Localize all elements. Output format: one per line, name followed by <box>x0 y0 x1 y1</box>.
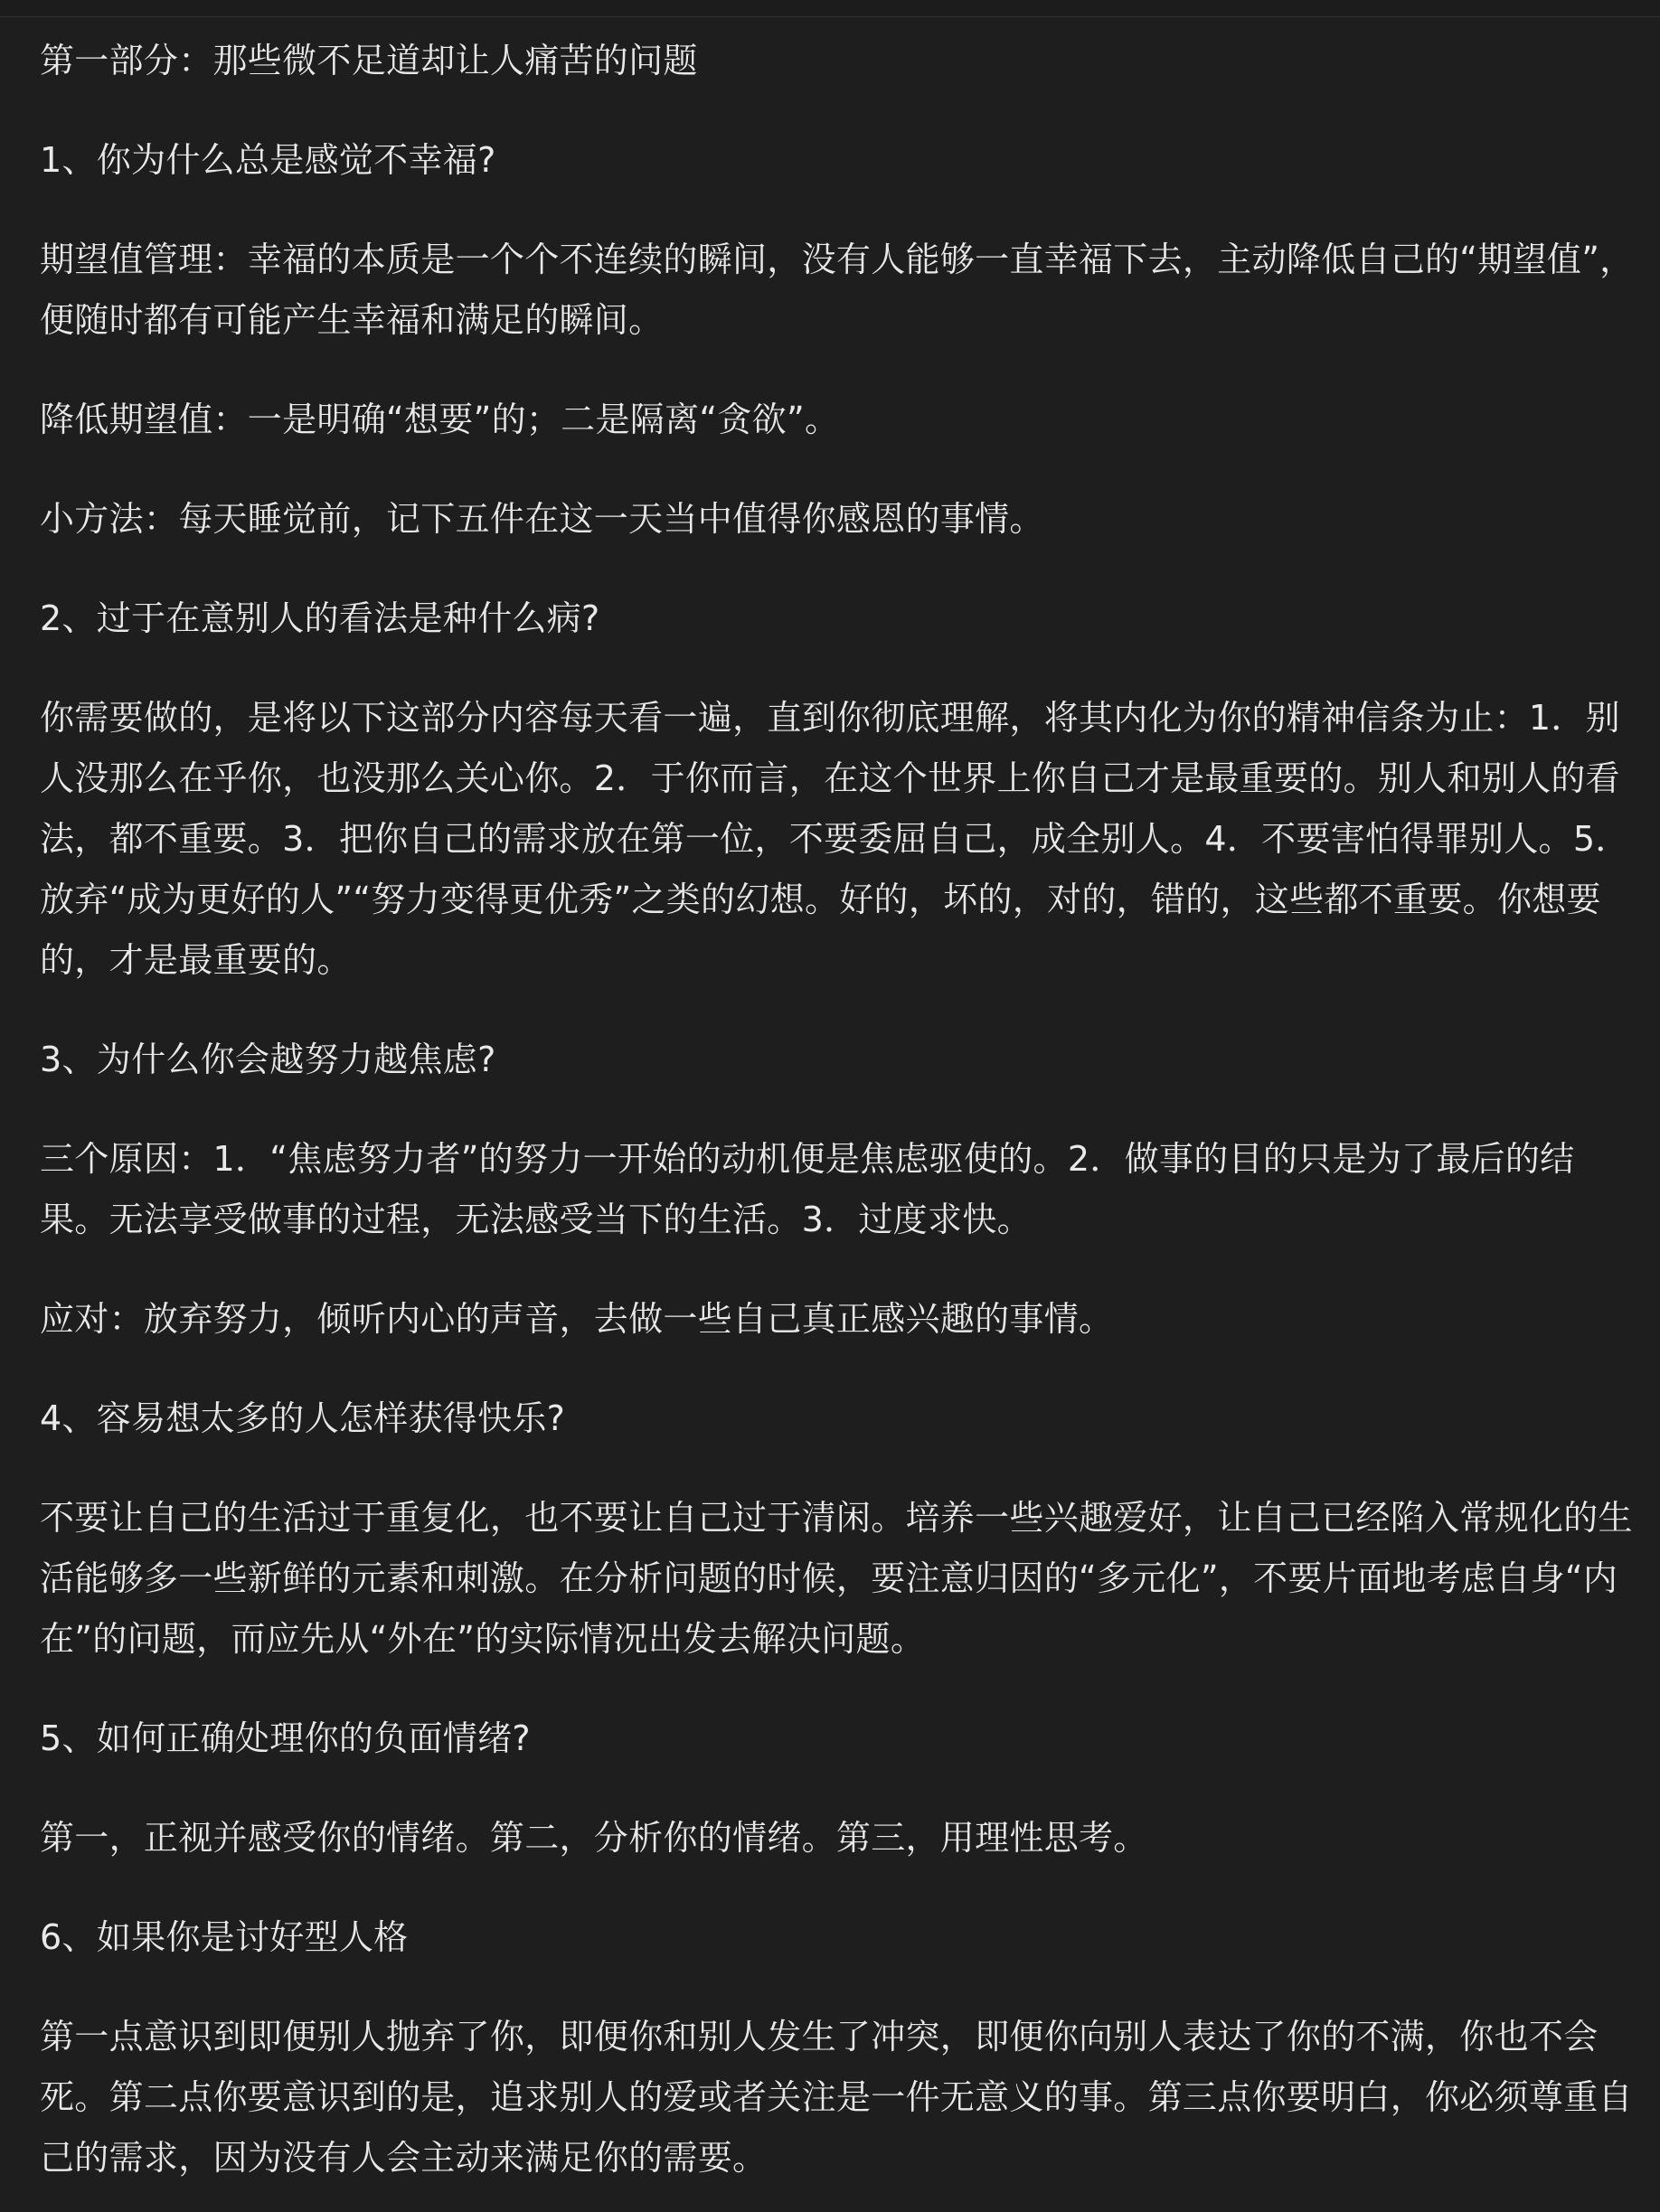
section-3-paragraph-2: 应对：放弃努力，倾听内心的声音，去做一些自己真正感兴趣的事情。 <box>40 1299 1114 1339</box>
section-1-heading: 1、你为什么总是感觉不幸福? <box>40 140 496 180</box>
section-6-heading: 6、如果你是讨好型人格 <box>40 1917 409 1957</box>
part-title: 第一部分：那些微不足道却让人痛苦的问题 <box>40 41 698 80</box>
top-divider <box>0 0 1660 17</box>
section-3-heading: 3、为什么你会越努力越焦虑? <box>40 1040 496 1079</box>
section-1-paragraph-2: 降低期望值：一是明确“想要”的；二是隔离“贪欲”。 <box>40 400 840 439</box>
section-5-heading: 5、如何正确处理你的负面情绪? <box>40 1718 531 1758</box>
section-1-paragraph-3: 小方法：每天睡觉前，记下五件在这一天当中值得你感恩的事情。 <box>40 499 1044 539</box>
document-body <box>40 31 1640 2188</box>
section-6-paragraph-1: 第一点意识到即便别人抛弃了你，即便你和别人发生了冲突，即便你向别人表达了你的不满，你也不会死。第二点你要意识到的是，追求别人的爱或者关注是一件无意义的事。第三点你要明白，你必须尊重自己的需求，因为没有人会主动来满足你的需要。 <box>40 2017 1633 2178</box>
section-2-paragraph-1: 你需要做的，是将以下这部分内容每天看一遍，直到你彻底理解，将其内化为你的精神信条为止：1．别人没那么在乎你，也没那么关心你。2．于你而言，在这个世界上你自己才是最重要的。别人和别人的看法，都不重要。3．把你自己的需求放在第一位，不要委屈自己，成全别人。4．不要害怕得罪别人。5．放弃“成为更好的人”“努力变得更优秀”之类的幻想。好的，坏的，对的，错的，这些都不重要。你想要的，才是最重要的。 <box>40 698 1630 980</box>
section-2-heading: 2、过于在意别人的看法是种什么病? <box>40 598 600 638</box>
section-5-paragraph-1: 第一，正视并感受你的情绪。第二，分析你的情绪。第三，用理性思考。 <box>40 1818 1148 1858</box>
section-1-paragraph-1: 期望值管理：幸福的本质是一个个不连续的瞬间，没有人能够一直幸福下去，主动降低自己的“期望值”，便随时都有可能产生幸福和满足的瞬间。 <box>40 240 1635 340</box>
section-3-paragraph-1: 三个原因：1．“焦虑努力者”的努力一开始的动机便是焦虑驱使的。2．做事的目的只是为了最后的结果。无法享受做事的过程，无法感受当下的生活。3．过度求快。 <box>40 1139 1575 1239</box>
section-4-paragraph-1: 不要让自己的生活过于重复化，也不要让自己过于清闲。培养一些兴趣爱好，让自己已经陷入常规化的生活能够多一些新鲜的元素和刺激。在分析问题的时候，要注意归因的“多元化”，不要片面地考虑自身“内在”的问题，而应先从“外在”的实际情况出发去解决问题。 <box>40 1498 1633 1659</box>
section-4-heading: 4、容易想太多的人怎样获得快乐? <box>40 1398 566 1438</box>
